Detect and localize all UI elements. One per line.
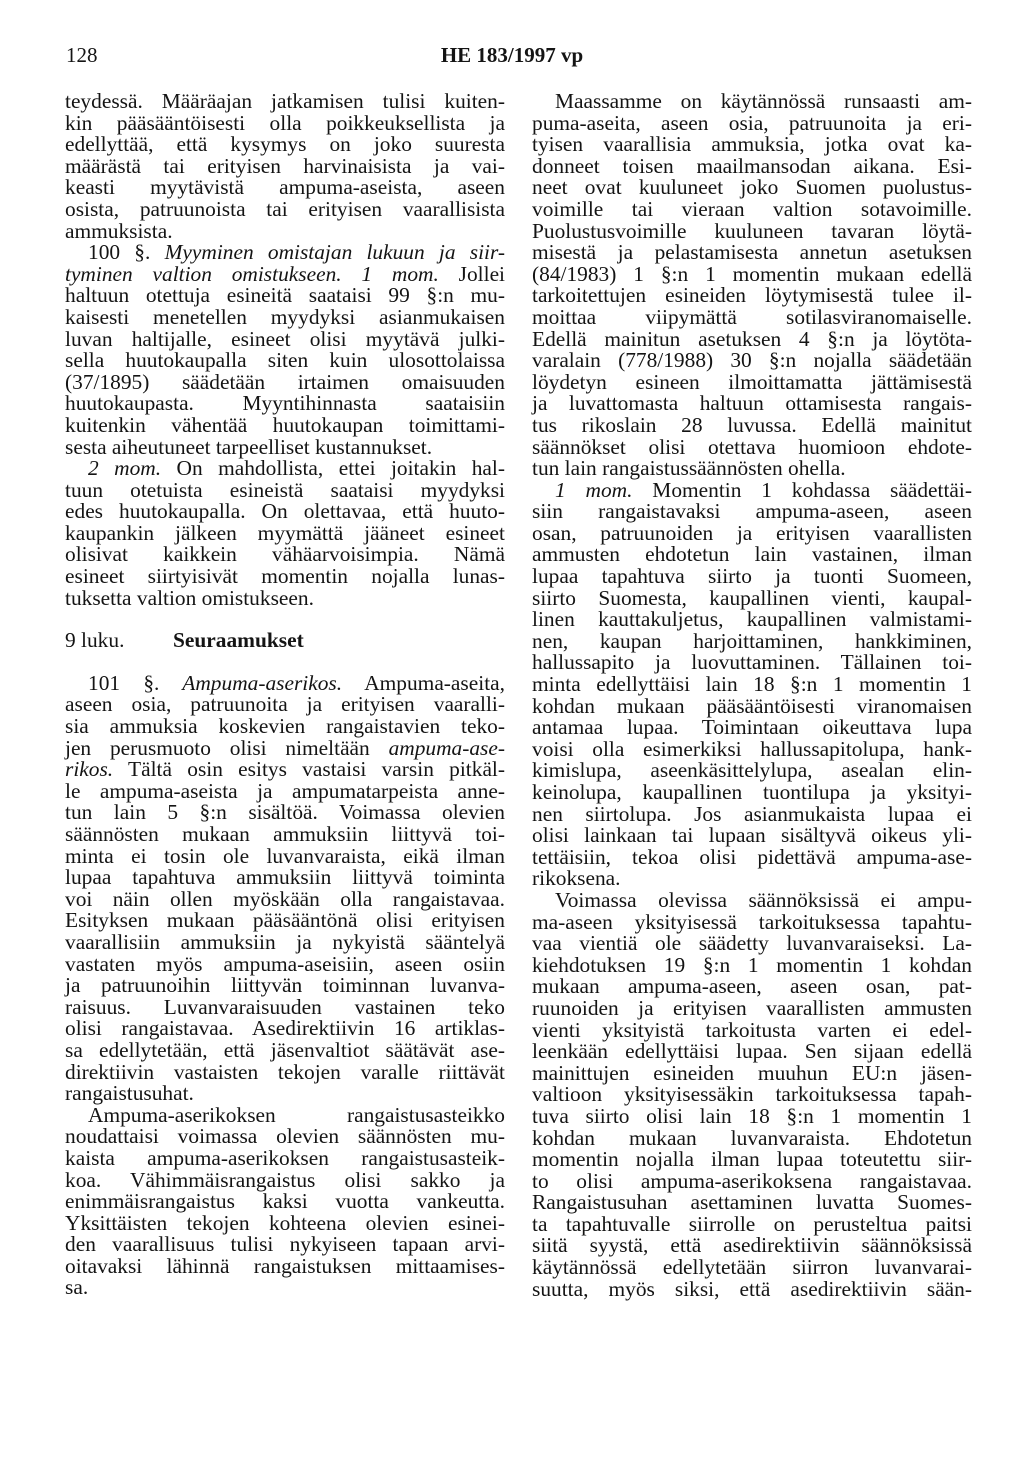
spacer <box>65 609 505 630</box>
paragraph-1-mom <box>532 477 972 891</box>
paragraph-penalty-scale <box>65 1102 505 1300</box>
text-line: sia ammuksia koskevien rangaistavien teko- <box>65 714 505 739</box>
text-line: oitavaksi lähinnä rangaistuksen mittaamises- <box>65 1253 505 1278</box>
text-line: säännökset olisi otettava huomioon ehdote- <box>532 434 972 459</box>
text-line: tun lain rangaistussäännösten ohella. <box>532 456 846 481</box>
text-line: löydetyn esineen ilmoittamatta jättämisestä <box>532 369 972 394</box>
text-line: Ampuma-aserikoksen rangaistusasteikko <box>88 1102 505 1127</box>
right-column <box>532 91 972 1300</box>
moment-label: 1 mom. <box>555 477 633 502</box>
paragraph-deadline-extension <box>65 91 505 242</box>
section-number: 100 §. <box>88 240 151 265</box>
text-line: ma-aseen yksityisessä tarkoituksessa tapahtu- <box>532 909 972 934</box>
text-line: hallussapito ja luovuttaminen. Tällainen toi- <box>532 650 972 675</box>
text-fragment: Jollei <box>438 261 505 286</box>
text-line: kaisesti menetellen myydyksi asianmukaisen <box>65 304 505 329</box>
chapter-heading <box>65 630 505 652</box>
text-line <box>65 735 505 760</box>
text-line: nen siirtolupa. Jos asianmukaista lupaa ei <box>532 801 972 826</box>
text-line: Yksittäisten tekojen kohteena olevien esinei- <box>65 1210 505 1235</box>
moment-label: 2 mom. <box>88 456 162 481</box>
text-fragment: Ampuma-aseita, <box>342 670 505 695</box>
text-line: teydessä. Määräajan jatkamisen tulisi kuiten- <box>65 89 505 113</box>
text-line: ja luvattomasta haltuun ottamisesta rangais- <box>532 391 972 416</box>
text-line: huutokaupasta. Myyntihinnasta saataisiin <box>65 391 505 416</box>
text-line: lupaa tapahtuva ammuksiin liittyvä toiminta <box>65 865 505 890</box>
text-line: edes huutokaupalla. On olettavaa, että huuto- <box>65 499 505 524</box>
text-line: suutta, myös siksi, että asedirektiivin sään- <box>532 1276 972 1301</box>
text-line <box>65 458 505 480</box>
text-line <box>65 759 505 781</box>
text-line: edellyttää, että kysymys on joko suuresta <box>65 132 505 157</box>
text-line: sa edellytetään, että jäsenvaltiot säätävät ase- <box>65 1037 505 1062</box>
text-line: enimmäisrangaistus kaksi vuotta vankeutta. <box>65 1189 505 1214</box>
section-heading-line <box>65 242 505 264</box>
text-line: ja patruunoihin liittyvän toiminnan luvanva- <box>65 973 505 998</box>
text-line: misestä ja pelastamisesta annetun asetuksen <box>532 240 972 265</box>
text-line: ammuksista. <box>65 218 173 243</box>
text-line: koa. Vähimmäisrangaistus olisi sakko ja <box>65 1167 505 1192</box>
text-line: siin rangaistavaksi ampuma-aseen, aseen <box>532 499 972 524</box>
text-line: donneet toisen maailmansodan aikana. Esi- <box>532 153 972 178</box>
text-line: siirto Suomesta, kaupallinen vienti, kaupal- <box>532 585 972 610</box>
text-fragment: Tältä osin esitys vastaisi varsin pitkäl- <box>113 757 505 782</box>
text-line: noudattaisi voimassa olevien säännösten mu- <box>65 1124 505 1149</box>
text-line: sella huutokaupalla siten kuin ulosottolaissa <box>65 348 505 373</box>
text-line: Voimassa olevissa säännöksissä ei ampu- <box>555 887 972 912</box>
text-line: direktiivin vastaisten tekojen varalle riittävät <box>65 1059 505 1084</box>
text-line: olisivat kaikkein vähäarvoisimpia. Nämä <box>65 542 505 567</box>
text-line: tettäisiin, tekoa olisi pidettävä ampuma-ase- <box>532 844 972 869</box>
text-line: moittaa viipymättä sotilasviranomaiselle. <box>532 304 972 329</box>
term-italic: rikos. <box>65 757 114 782</box>
text-line: kiehdotuksen 19 §:n 1 momentin 1 kohdan <box>532 952 972 977</box>
text-line: rangaistusuhat. <box>65 1081 194 1106</box>
left-column <box>65 91 505 1299</box>
section-title-cont: tyminen valtion omistukseen. 1 mom. <box>65 261 439 286</box>
text-line: haltuun otettuja esineitä saataisi 99 §:n mu- <box>65 283 505 308</box>
text-line: neet ovat kuuluneet joko Suomen puolustus- <box>532 175 972 200</box>
text-line: aseen osia, patruunoita ja erityisen vaaralli- <box>65 692 505 717</box>
page-number: 128 <box>66 43 98 67</box>
text-fragment: jen perusmuoto olisi nimeltään <box>65 735 389 760</box>
page-header <box>0 43 1024 75</box>
text-line: Edellä mainitun asetuksen 4 §:n ja löytöta- <box>532 326 972 351</box>
text-line: tuun otetuista esineistä saataisi myydyksi <box>65 477 505 502</box>
text-line: siitä syystä, että asedirektiivin säännöksissä <box>532 1233 972 1258</box>
text-line: (84/1983) 1 §:n 1 momentin mukaan edellä <box>532 261 972 286</box>
text-line: keinolupa, kaupallinen tuontilupa ja yksityi- <box>532 780 972 804</box>
text-line: voisi olla esimerkiksi hallussapitolupa, hank- <box>532 736 972 761</box>
text-line: valtioon yksityisessäkin tarkoituksessa tapah- <box>532 1082 972 1107</box>
text-line: keasti myytävistä ampuma-aseista, aseen <box>65 175 505 200</box>
section-100 <box>65 242 505 458</box>
text-line: säännösten mukaan ammuksiin liittyvä toi- <box>65 822 505 846</box>
text-line: rikoksena. <box>532 866 621 891</box>
text-line: antamaa lupaa. Toimintaan oikeuttava lupa <box>532 715 972 740</box>
text-line: Esityksen mukaan pääsääntönä olisi erityisen <box>65 908 505 933</box>
text-line <box>532 477 972 502</box>
text-line: mukaan ampuma-aseen, aseen osan, pat- <box>532 974 972 999</box>
text-fragment: On mahdollista, ettei joitakin hal- <box>161 456 505 481</box>
text-line: kaupankin jälkeen myymättä jääneet esineet <box>65 520 505 545</box>
text-line: minta edellyttäisi lain 18 §:n 1 momentin 1 <box>532 672 972 697</box>
text-line: olisi lainkaan tai lupaan sisältyvä oikeus yli- <box>532 823 972 848</box>
text-line: sesta aiheutuneet tarpeelliset kustannukset. <box>65 434 433 459</box>
text-line: kimislupa, aseenkäsittelylupa, asealan elin- <box>532 758 972 783</box>
chapter-number: 9 luku. <box>65 628 125 653</box>
text-line: olisi rangaistavaa. Asedirektiivin 16 artiklas- <box>65 1016 505 1041</box>
text-line: kohdan mukaan luvanvaraista. Ehdotetun <box>532 1125 972 1150</box>
text-line: osan, patruunoiden ja erityisen vaarallisten <box>532 520 972 545</box>
text-line: to olisi ampuma-aserikoksena rangaistavaa. <box>532 1168 972 1193</box>
text-line: luvan haltijalle, esineet olisi myytävä julki- <box>65 326 505 351</box>
text-line: kaista ampuma-aserikoksen rangaistusasteik- <box>65 1145 505 1170</box>
chapter-title: Seuraamukset <box>173 628 304 653</box>
paragraph-2-mom <box>65 458 505 609</box>
text-line: käytännössä edellytetään siirron luvanvarai- <box>532 1255 972 1280</box>
text-line: voi näin ollen myöskään olla rangaistavaa. <box>65 886 505 911</box>
paragraph-export <box>532 887 972 1301</box>
text-line: le ampuma-aseista ja ampumatarpeista anne- <box>65 778 505 803</box>
text-line: vaa vientiä ole säädetty luvanvaraiseksi. La- <box>532 931 972 956</box>
text-line: sa. <box>65 1275 89 1300</box>
text-line: linen kauttakuljetus, kaupallinen valmistami- <box>532 607 972 632</box>
section-title: Ampuma-aserikos. <box>159 670 343 695</box>
text-line: varalain (778/1988) 30 §:n nojalla säädetään <box>532 348 972 373</box>
term-italic: ampuma-ase- <box>388 735 505 760</box>
text-line: momentin nojalla ilman lupaa toteutettu siir- <box>532 1147 972 1172</box>
section-title: Myyminen omistajan lukuun ja siir- <box>150 240 505 265</box>
text-line: osista, patruunoista tai erityisen vaarallisista <box>65 196 505 221</box>
text-line: kin pääsääntöisesti olla poikkeuksellista ja <box>65 110 505 135</box>
text-line: (37/1895) säädetään irtaimen omaisuuden <box>65 369 505 394</box>
text-line: minta ei tosin ole luvanvaraista, eikä ilman <box>65 843 505 868</box>
spacer <box>65 652 505 673</box>
text-line: Puolustusvoimille kuuluneen tavaran löytä- <box>532 218 972 243</box>
section-heading-line <box>65 670 505 695</box>
text-line: leenkään edellyttäisi lupaa. Sen sijaan edellä <box>532 1039 972 1064</box>
running-title: HE 183/1997 vp <box>440 43 584 67</box>
text-line: ruunoiden ja erityisen vaarallisten ammusten <box>532 995 972 1020</box>
section-number: 101 §. <box>88 670 160 695</box>
text-line: määrästä tai erityisen harvinaisista ja vai- <box>65 153 505 178</box>
text-line: tus rikoslain 28 luvussa. Edellä mainitut <box>532 412 972 437</box>
text-line: tuksetta valtion omistukseen. <box>65 585 314 610</box>
text-line: voimille tai vieraan valtion sotavoimille. <box>532 196 972 221</box>
text-line: vaarallisiin ammuksiin ja nykyistä sääntelyä <box>65 929 505 954</box>
section-101 <box>65 670 505 1106</box>
text-line: ta tapahtuvalle siirrolle on perusteltua paitsi <box>532 1211 972 1236</box>
text-fragment: Momentin 1 kohdassa säädettäi- <box>632 477 972 502</box>
text-line: puma-aseita, aseen osia, patruunoita ja eri- <box>532 110 972 135</box>
text-line: kohdan mukaan pääsääntöisesti viranomaisen <box>532 693 972 718</box>
text-line: vienti yksityistä tarkoitusta varten ei edel- <box>532 1017 972 1042</box>
text-line: tyisen vaarallisia ammuksia, jotka ovat ka- <box>532 132 972 157</box>
text-line: tarkoitettujen esineiden löytymisestä tulee il- <box>532 283 972 308</box>
paragraph-found-weapons <box>532 91 972 480</box>
text-line: raisuus. Luvanvaraisuuden vastainen teko <box>65 994 505 1019</box>
text-line: kuitenkin vähentää huutokaupan toimittami- <box>65 412 505 437</box>
text-line: mainittujen esineiden muuhun EU:n jäsen- <box>532 1060 972 1085</box>
text-line: den vaarallisuus tulisi nykyiseen tapaan arvi- <box>65 1232 505 1257</box>
text-line: vastaten myös ampuma-aseisiin, aseen osiin <box>65 951 505 976</box>
text-line: Maassamme on käytännössä runsaasti am- <box>555 89 972 113</box>
text-line: esineet siirtyisivät momentin nojalla lunas- <box>65 564 505 589</box>
text-line: ammusten ehdotetun lain vastainen, ilman <box>532 542 972 567</box>
text-line: Rangaistusuhan asettaminen luvatta Suomes- <box>532 1190 972 1215</box>
text-line: tun lain 5 §:n sisältöä. Voimassa olevien <box>65 800 505 825</box>
text-line: lupaa tapahtuva siirto ja tuonti Suomeen, <box>532 564 972 589</box>
text-line: tuva siirto olisi lain 18 §:n 1 momentin 1 <box>532 1103 972 1128</box>
text-line: nen, kaupan harjoittaminen, hankkiminen, <box>532 628 972 653</box>
text-line <box>65 261 505 286</box>
